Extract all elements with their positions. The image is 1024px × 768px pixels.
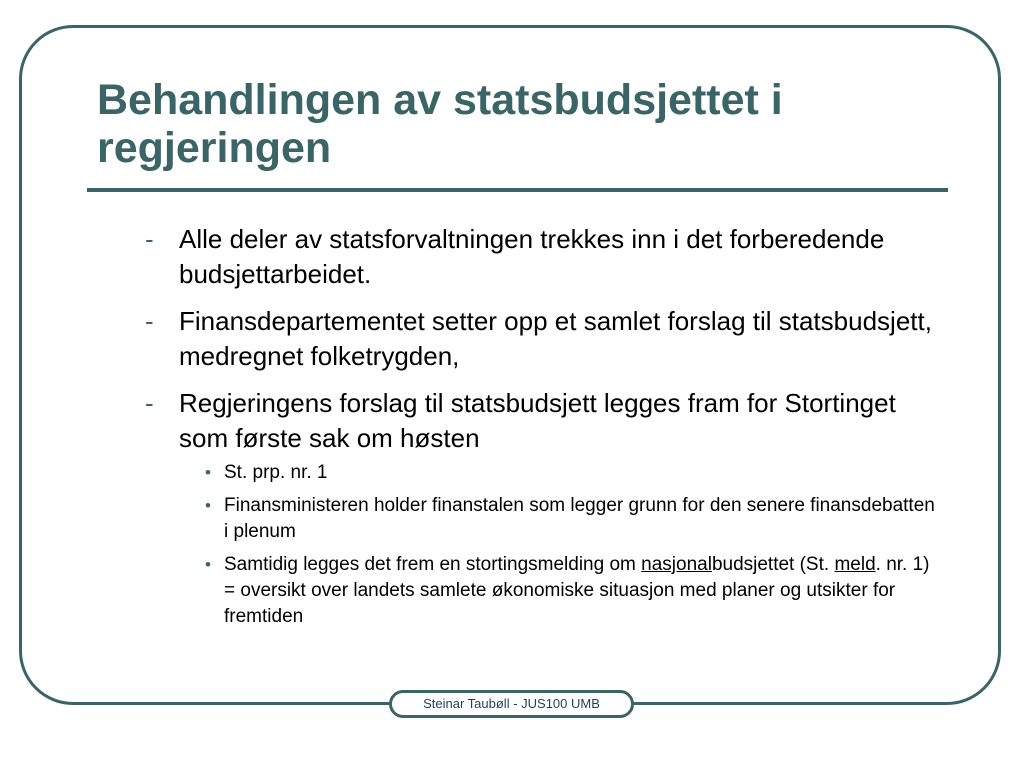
dash-marker: - [145, 388, 154, 418]
sub-bullet-text: Finansministeren holder finanstalen som legger grunn for den senere finansdebatten i plenum [224, 495, 935, 542]
dash-marker: - [145, 224, 154, 254]
sub-bullet-item [179, 460, 940, 486]
bullet-text: Finansdepartementet setter opp et samlet forslag til statsbudsjett, medregnet folketrygden, [179, 306, 932, 371]
sub-bullet-list [179, 460, 940, 630]
footer-label: Steinar Taubøll - JUS100 UMB [389, 690, 634, 718]
bullet-text: Alle deler av statsforvaltningen trekkes inn i det forberedende budsjettarbeidet. [179, 224, 885, 289]
bullet-list [140, 222, 940, 642]
sub-bullet-item [179, 552, 940, 630]
bullet-text: Regjeringens forslag til statsbudsjett legges fram for Stortinget som første sak om høsten [179, 388, 896, 453]
bullet-item [140, 386, 940, 630]
dot-marker: • [205, 463, 211, 482]
title-divider [87, 188, 948, 192]
sub-bullet-text-part: Samtidig legges det frem en stortingsmelding om [224, 554, 642, 575]
underlined-word: meld [834, 554, 876, 575]
bullet-item [140, 304, 940, 374]
sub-bullet-item [179, 493, 940, 545]
underlined-word: nasjonal [641, 554, 712, 575]
dot-marker: • [205, 496, 211, 515]
sub-bullet-text: St. prp. nr. 1 [224, 462, 328, 483]
dash-marker: - [145, 306, 154, 336]
slide-title: Behandlingen av statsbudsjettet i regjeringen [97, 76, 783, 172]
sub-bullet-text-part: budsjettet (St. [711, 554, 835, 575]
sub-bullet-text-part: . nr. 1) = oversikt over landets samlete økonomiske situasjon med planer og utsikter for fremtiden [224, 554, 930, 627]
bullet-item [140, 222, 940, 292]
dot-marker: • [205, 555, 211, 574]
